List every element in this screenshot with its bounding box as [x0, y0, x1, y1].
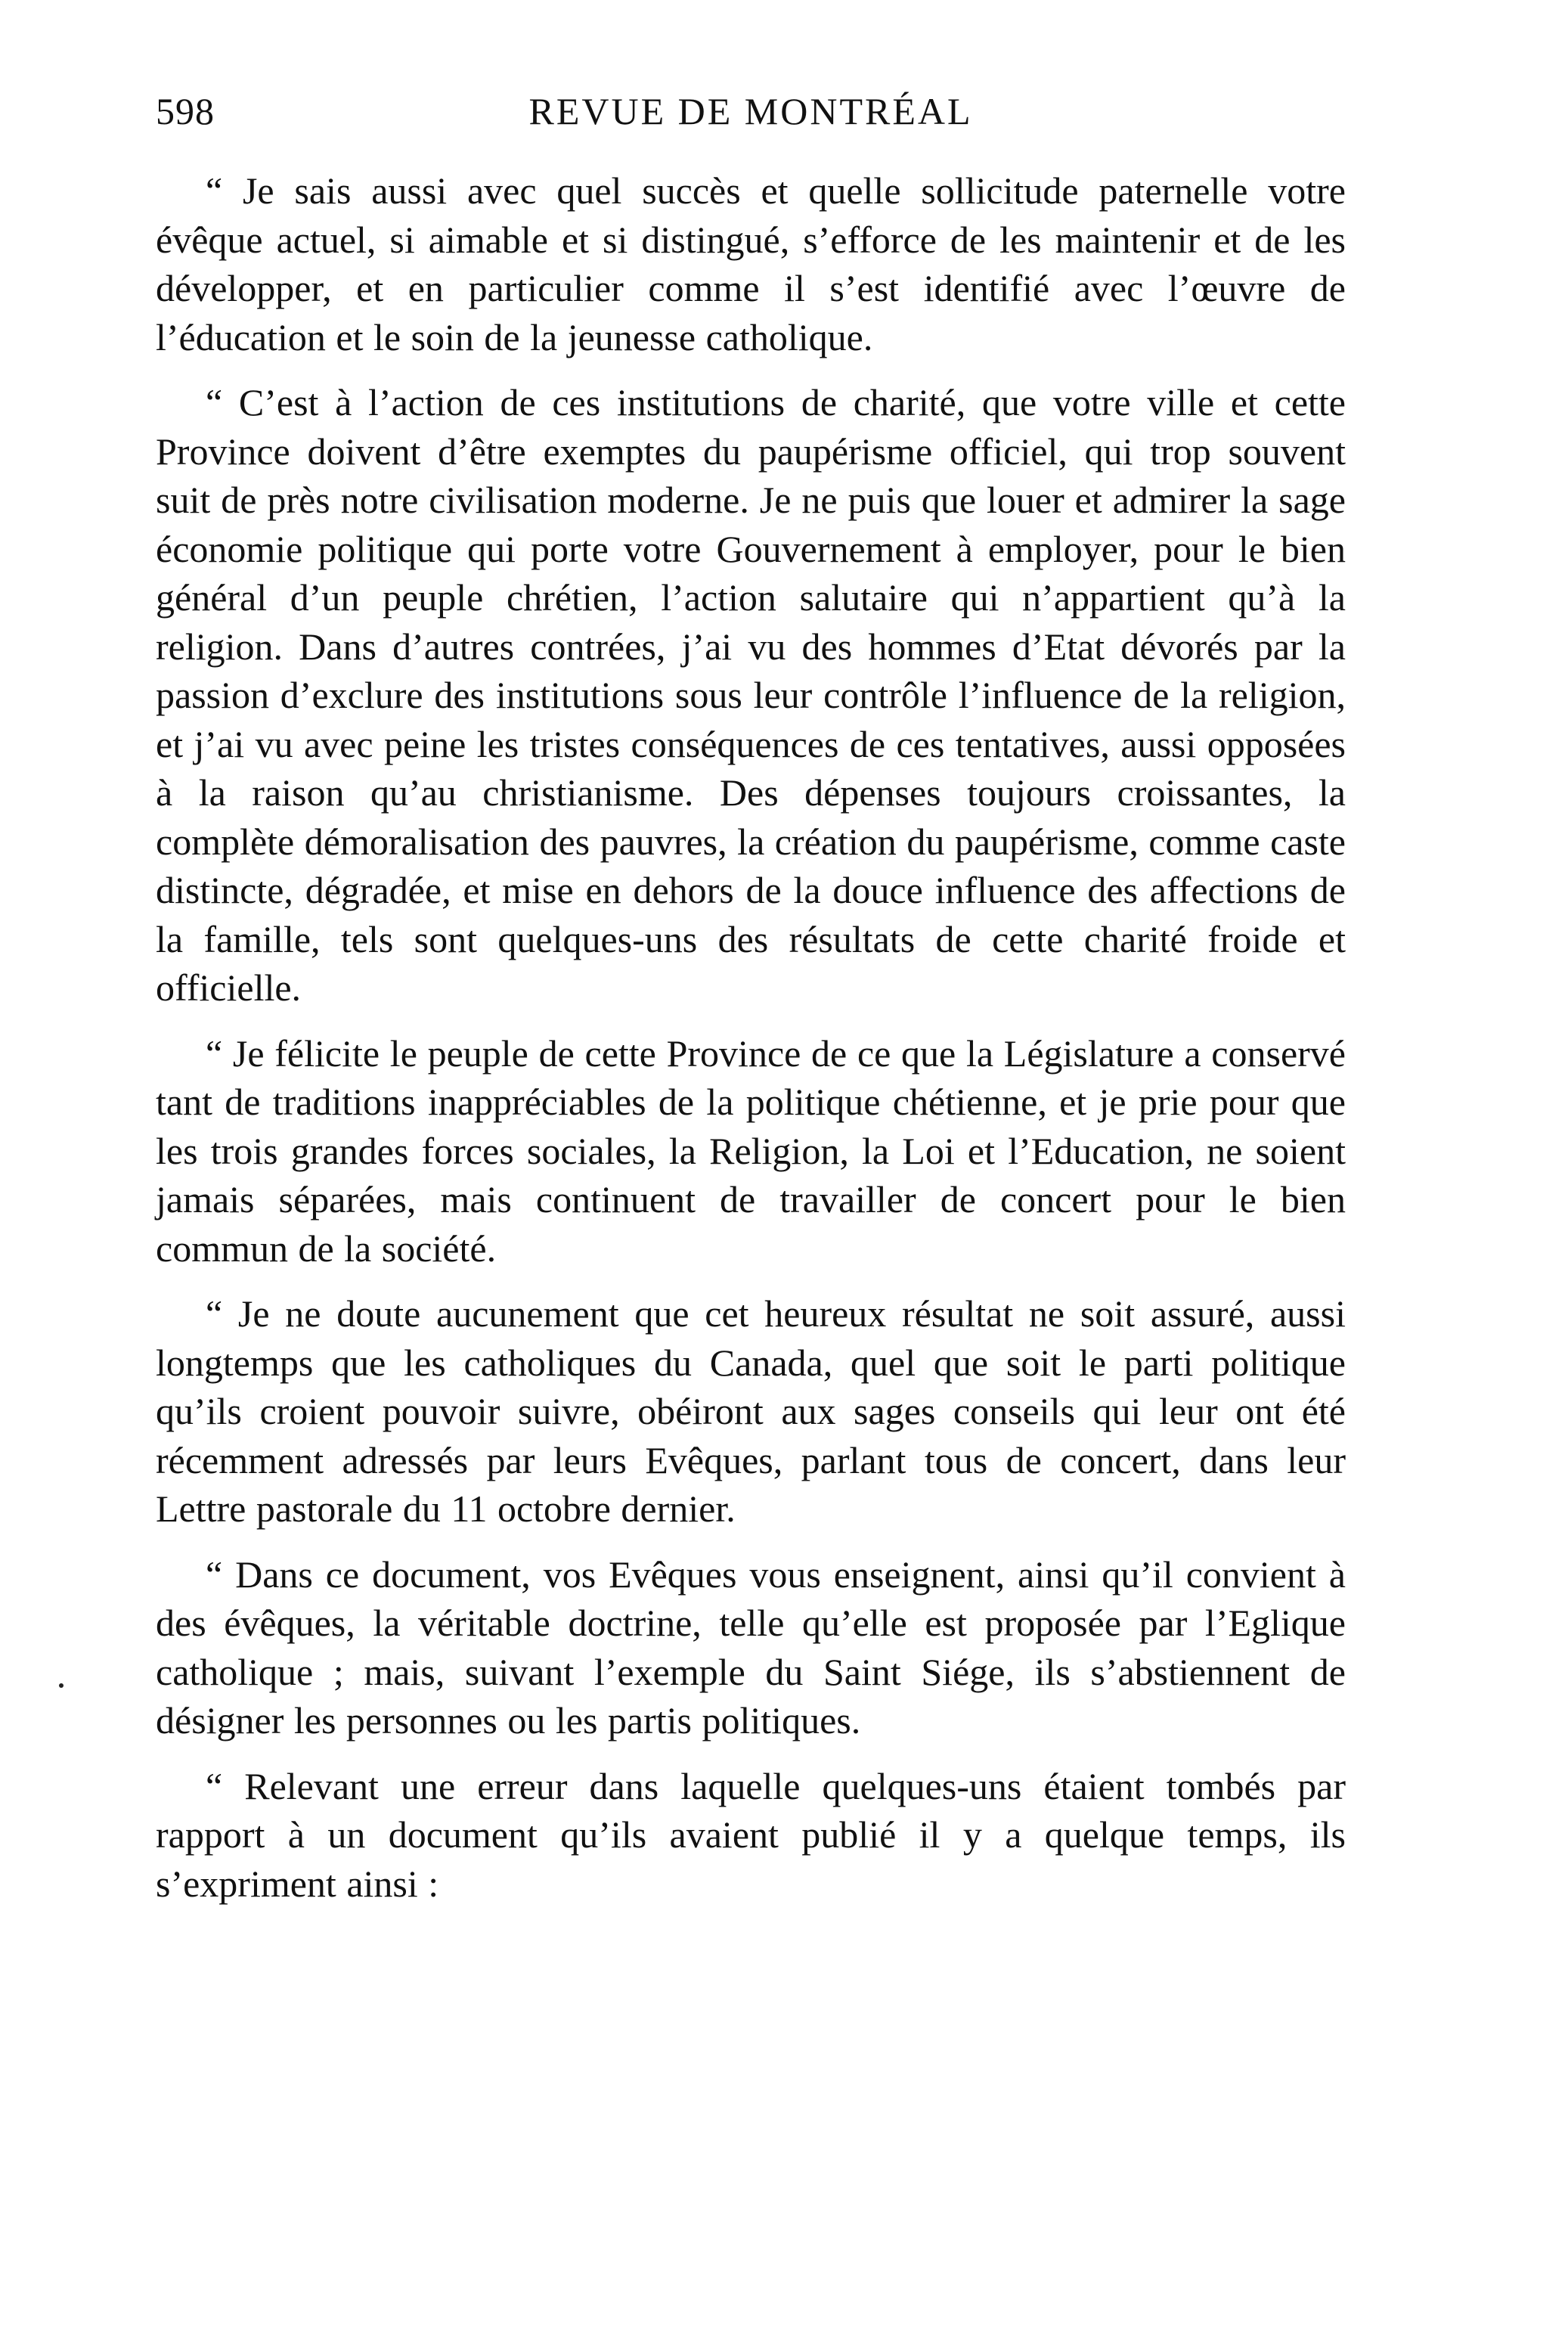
paragraph-3: “ Je félicite le peuple de cette Province de ce que la Législature a conservé tant de traditions inappréciables de la politique chétienne, et je prie pour que les trois grandes forces sociales, la Religion, la Loi et l’Education, ne soient jamais séparées, mais continuent de travailler de concert pour le bien commun de la société.	[156, 1031, 1346, 1270]
body-text	[156, 166, 1346, 1908]
paragraph-5: “ Dans ce document, vos Evêques vous enseignent, ainsi qu’il convient à des évêques, la véritable doctrine, telle qu’elle est proposée par l’Eglique catholique ; mais, suivant l’exemple du Saint Siége, ils s’abstiennent de désigner les personnes ou les partis politiques.	[156, 1552, 1346, 1742]
paragraph-1: “ Je sais aussi avec quel succès et quelle sollicitude paternelle votre évêque actuel, si aimable et si distingué, s’efforce de les maintenir et de les développer, et en particulier comme il s’est identifié avec l’œuvre de l’éducation et le soin de la jeunesse catholique.	[156, 169, 1346, 358]
paragraph-4: “ Je ne doute aucunement que cet heureux résultat ne soit assuré, aussi longtemps que les catholiques du Canada, quel que soit le parti politique qu’ils croient pouvoir suivre, obéiront aux sages conseils qui leur ont été récemment adressés par leurs Evêques, parlant tous de concert, dans leur Lettre pastorale du 11 octobre dernier.	[156, 1292, 1346, 1530]
journal-title: REVUE DE MONTRÉAL	[528, 90, 973, 132]
paragraph-6: “ Relevant une erreur dans laquelle quelques-uns étaient tombés par rapport à un document qu’ils avaient publié il y a quelque temps, ils s’expriment ainsi :	[156, 1764, 1346, 1905]
paragraph-2: “ C’est à l’action de ces institutions de charité, que votre ville et cette Province doivent d’être exemptes du paupérisme officiel, qui trop souvent suit de près notre civilisation moderne. Je ne puis que louer et admirer la sage économie politique qui porte votre Gouvernement à employer, pour le bien général d’un peuple chrétien, l’action salutaire qui n’appartient qu’à la religion. Dans d’autres contrées, j’ai vu des hommes d’Etat dévorés par la passion d’exclure des institutions sous leur contrôle l’influence de la religion, et j’ai vu avec peine les tristes conséquences de ces tentatives, aussi opposées à la raison qu’au christianisme. Des dépenses toujours croissantes, la complète démoralisation des pauvres, la création du paupérisme, comme caste distincte, dégradée, et mise en dehors de la douce influence des affections de la famille, tels sont quelques-uns des résultats de cette charité froide et officielle.	[156, 381, 1346, 1009]
ink-speck	[59, 1683, 64, 1688]
running-head	[156, 89, 1346, 150]
page-number: 598	[156, 90, 215, 132]
